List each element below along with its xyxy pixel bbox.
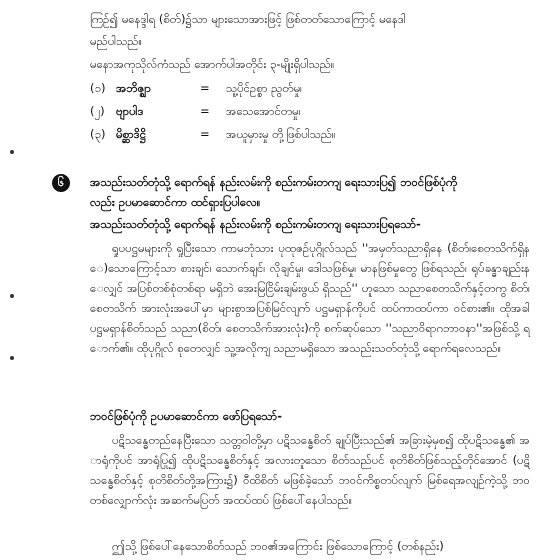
kind-number: (၃) bbox=[90, 127, 106, 141]
equals-sign: = bbox=[200, 127, 210, 141]
kind-number: (၂) bbox=[90, 104, 105, 118]
top-line-2: မည်ပါသည်။ bbox=[90, 34, 142, 48]
subsection-body: ရှုပပဋ္ဌမများကို ရှုပြီးသော ကာမဘုံသား ပုထုဇဉ်ပုဂ္ဂိုလ်သည် ''အမှတ်သညာရှိနေ (စိတ်၊စေတသိက်ရှိနေ)သောကြောင့်သာ စားချင်၊ သောက်ချင်၊ လိုချင်မှု၊ ဒေါသဖြစ်မှု၊ မာနဖြစ်မှုတွေ ဖြစ်ရသည်၊ ရုပ်ခန္ဓာချည်းနေလျှင် အပြစ်တစ်စုံတစ်ရာ မရှိဘဲ အေးမြငြိမ်းချမ်းဖွယ် ရှိသည်'' ဟူသော သညာစေတသိက်နှင့်တကွ စိတ်၊ စေတသိက် အားလုံးအပေါ်မှာ များစွာအပြစ်မြင်လျက် ပဋ္ဌမရှာန်ကိုပင် ထပ်ကာထပ်ကာ ဝင်စား၏။ ထိုအခါ ပဋ္ဌမရှာန်စိတ်သည် သညာ(စိတ်၊ စေတသိက်အားလုံး)ကို စက်ဆုပ်သော ''သညာဝိရာဂဘာဝနာ''အဖြစ်သို့ ရောက်၏။ ထိုပုဂ္ဂိုလ် စုတေလျှင် သူ့အလိုကျ သညာမရှိသော အသည်းသတ်တုံသို့ ရောက်ရလေသည်။ bbox=[90, 241, 530, 355]
kind-description: အသေအောင်တမှု၊ bbox=[226, 104, 301, 118]
section-heading bbox=[90, 172, 530, 212]
kind-description: သူ့ပိုင်ဥစ္စာ ညွတ်မှု၊ bbox=[226, 81, 302, 95]
top-paragraph bbox=[90, 8, 530, 52]
margin-dot bbox=[10, 356, 14, 360]
subsection-title: အသည်းသတ်တုံသို့ ရောက်ရန် နည်းလမ်းကို စည်းကမ်းတကျ ရေးသားပြရသော်- bbox=[90, 217, 421, 231]
subsection-body: ပဋိသန္ဓေတည်နေပြီးသော သတ္တဝါတို့မှာ ပဋိသန္ဓေစိတ် ချုပ်ပြီးသည်၏ အခြားမဲ့မှစ၍ ထိုပဋိသန္ဓေ၏ အာရုံကိုပင် အာရုံပြု၍ ထိုပဋိသန္ဓေစိတ်နှင့် အလားတူသော စိတ်သည်ပင် စုတိစိတ်ဖြစ်သည့်တိုင်အောင် (ပဋိသန္ဓေစိတ်နှင့် စုတိစိတ်တို့အကြား၌) ဝီထိစိတ် မဖြစ်ခဲ့သော် ဘဝင်ကိစ္စတပ်လျက် မြစ်ရေအလျဉ်ကဲ့သို့ ဘဝတစ်လျှောက်လုံး အဆက်မပြတ် အထပ်ထပ် ဖြစ်ပေါ်နေပါသည်။ bbox=[90, 433, 530, 507]
kind-term: ဗျာပါဒ bbox=[116, 104, 144, 118]
equals-sign: = bbox=[200, 104, 210, 118]
section-heading-line-1: အသည်းသတ်တုံသို့ ရောက်ရန် နည်းလမ်းကို စည်းကမ်းတကျ ရေးသားပြ၍ ဘဝင်ဖြစ်ပုံကို bbox=[90, 175, 458, 189]
equals-sign: = bbox=[200, 81, 210, 95]
top-line-1: ကြဉ်၍ မနေဒ္ဒါရ (စိတ်)၌သာ များသောအားဖြင့် ဖြစ်တတ်သောကြောင့် မနေဒါ bbox=[90, 12, 406, 26]
kind-row bbox=[90, 101, 301, 121]
kinds-intro: မနောအကုသိုလ်ကံသည် အောက်ပါအတိုင်း ၃-မျိုးရှိပါသည်။ bbox=[90, 57, 335, 71]
kind-description: အယူမှားမှု တို့ဖြစ်ပါသည်။ bbox=[226, 127, 336, 141]
kind-row bbox=[90, 78, 302, 98]
section-heading-line-2: လည်း ဥပမာဆောင်ကာ ထင်ရှားပြပါလေ။ bbox=[90, 195, 261, 209]
kind-row bbox=[90, 124, 336, 144]
margin-dot bbox=[10, 150, 14, 154]
kind-term: အဘိဇ္ဈာ bbox=[116, 81, 152, 95]
margin-dot bbox=[10, 294, 14, 298]
subsection-title: ဘဝင်ဖြစ်ပုံကို ဥပမာဆောင်ကာ ဖော်ပြရသော်- bbox=[90, 409, 282, 423]
kind-term: မိစ္ဆာဒိဋ္ဌိ bbox=[116, 127, 147, 141]
kind-number: (၁) bbox=[90, 81, 106, 95]
subsection-last-line: ဤသို့ ဖြစ်ပေါ်နေသောစိတ်သည် ဘဝ၏အကြောင်း ဖြစ်သောကြောင့် (တစ်နည်း) bbox=[112, 539, 444, 553]
question-number-badge: ၆ bbox=[52, 174, 70, 192]
